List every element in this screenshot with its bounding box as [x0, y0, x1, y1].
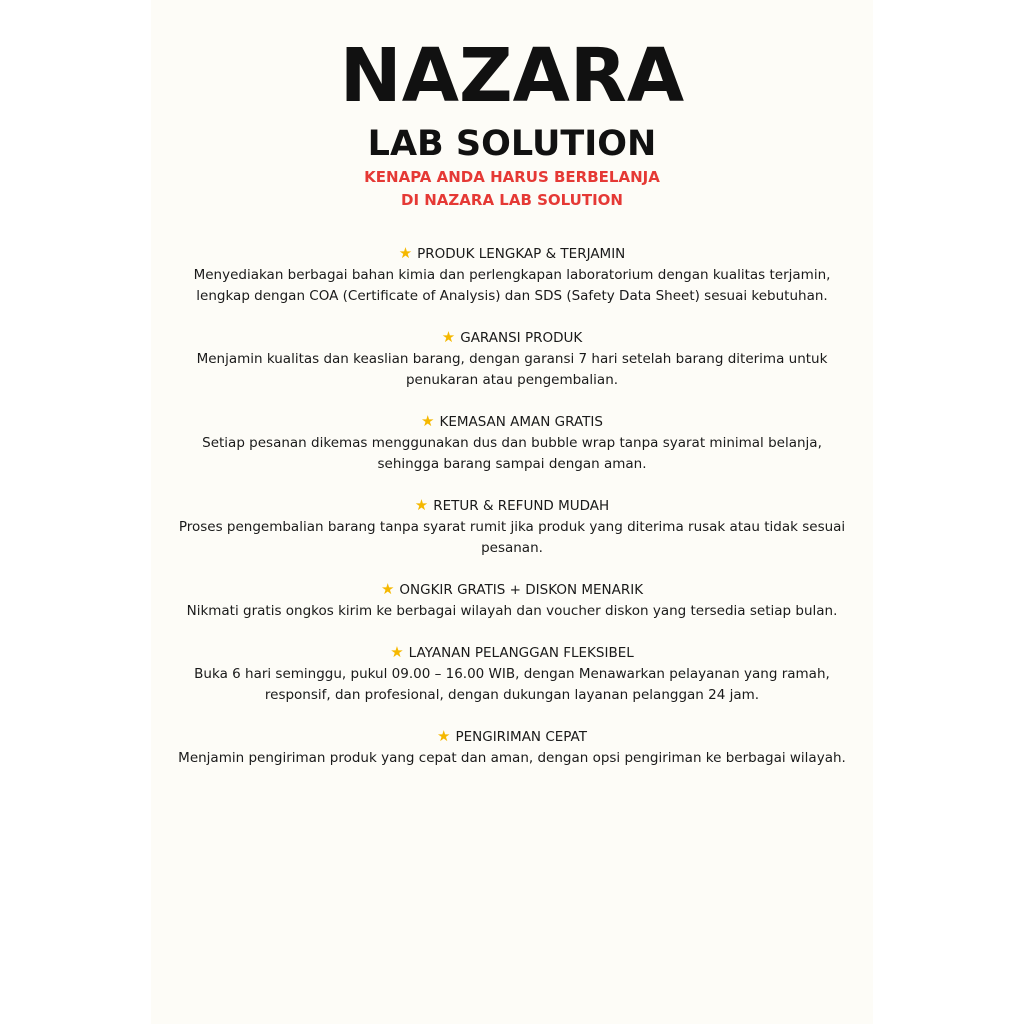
feature-title	[151, 579, 873, 601]
feature-title-text: GARANSI PRODUK	[460, 330, 583, 346]
feature-title-text: PENGIRIMAN CEPAT	[455, 729, 587, 745]
feature-item	[151, 327, 873, 391]
feature-description-line: responsif, dan profesional, dengan dukungan layanan pelanggan 24 jam.	[264, 687, 760, 703]
brand-subtitle: LAB SOLUTION	[367, 124, 657, 164]
feature-description	[151, 748, 873, 769]
feature-description-line: sehingga barang sampai dengan aman.	[377, 456, 647, 472]
feature-description-line: lengkap dengan COA (Certificate of Analysis) dan SDS (Safety Data Sheet) sesuai kebutuhan.	[196, 288, 828, 304]
feature-description	[151, 517, 873, 559]
feature-description-line: Setiap pesanan dikemas menggunakan dus dan bubble wrap tanpa syarat minimal belanja,	[202, 435, 822, 451]
tagline-line-1: KENAPA ANDA HARUS BERBELANJA	[364, 168, 660, 186]
tagline	[151, 166, 873, 212]
feature-description-line: Proses pengembalian barang tanpa syarat rumit jika produk yang diterima rusak atau tidak sesuai	[178, 519, 846, 535]
document-page	[151, 0, 873, 1024]
feature-title-text: LAYANAN PELANGGAN FLEKSIBEL	[408, 645, 634, 661]
feature-title-text: KEMASAN AMAN GRATIS	[439, 414, 603, 430]
feature-description-line: Menyediakan berbagai bahan kimia dan perlengkapan laboratorium dengan kualitas terjamin,	[193, 267, 831, 283]
star-icon: ★	[441, 328, 456, 346]
feature-description-line: Nikmati gratis ongkos kirim ke berbagai wilayah dan voucher diskon yang tersedia setiap bulan.	[186, 603, 838, 619]
feature-item	[151, 411, 873, 475]
feature-title	[151, 642, 873, 664]
feature-item	[151, 642, 873, 706]
feature-list	[151, 243, 873, 789]
brand-title: NAZARA	[339, 33, 685, 119]
feature-item	[151, 579, 873, 622]
star-icon: ★	[421, 412, 435, 430]
star-icon: ★	[414, 496, 429, 514]
feature-description	[151, 349, 873, 391]
feature-title	[151, 327, 873, 349]
feature-item	[151, 495, 873, 559]
feature-title-text: RETUR & REFUND MUDAH	[433, 498, 610, 514]
feature-description	[151, 664, 873, 706]
feature-title	[151, 726, 873, 748]
feature-title	[151, 243, 873, 265]
feature-description-line: Menjamin kualitas dan keaslian barang, dengan garansi 7 hari setelah barang diterima untuk	[196, 351, 828, 367]
star-icon: ★	[380, 580, 395, 598]
feature-description	[151, 265, 873, 307]
star-icon: ★	[398, 244, 413, 262]
star-icon: ★	[390, 643, 404, 661]
feature-description-line: penukaran atau pengembalian.	[405, 372, 619, 388]
feature-title-text: PRODUK LENGKAP & TERJAMIN	[417, 246, 626, 262]
feature-item	[151, 726, 873, 769]
feature-description	[151, 601, 873, 622]
feature-item	[151, 243, 873, 307]
feature-description-line: Menjamin pengiriman produk yang cepat dan aman, dengan opsi pengiriman ke berbagai wilayah.	[178, 750, 846, 766]
feature-title-text: ONGKIR GRATIS + DISKON MENARIK	[399, 582, 644, 598]
tagline-line-2: DI NAZARA LAB SOLUTION	[401, 191, 623, 209]
feature-description-line: Buka 6 hari seminggu, pukul 09.00 – 16.00 WIB, dengan Menawarkan pelayanan yang ramah,	[194, 666, 830, 682]
feature-description-line: pesanan.	[481, 540, 543, 556]
feature-title	[151, 495, 873, 517]
feature-title	[151, 411, 873, 433]
feature-description	[151, 433, 873, 475]
star-icon: ★	[437, 727, 451, 745]
